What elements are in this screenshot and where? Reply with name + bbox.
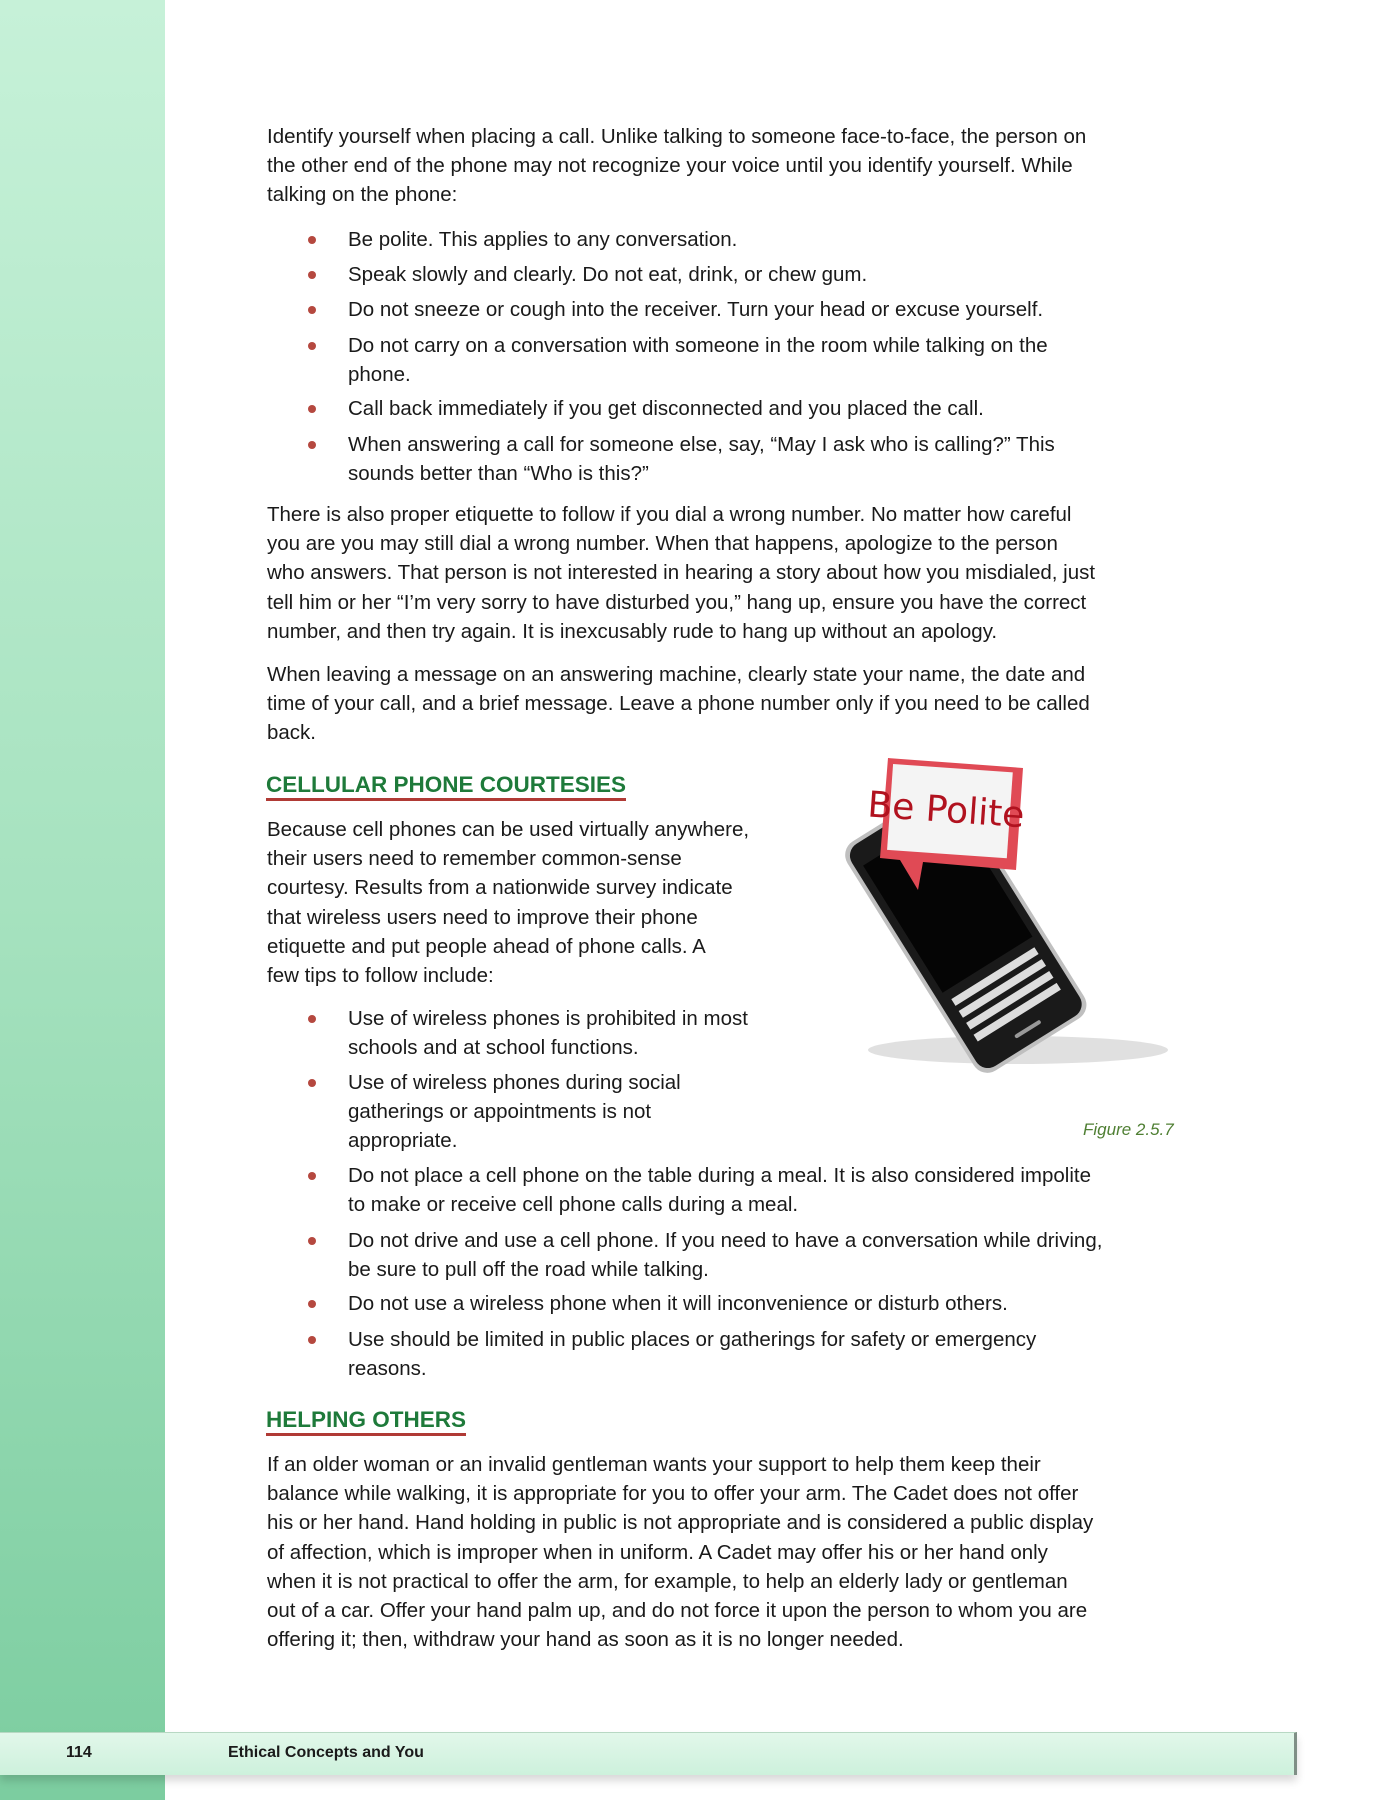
text-line: you are you may still dial a wrong number. When that happens, apologize to the person	[267, 532, 1058, 556]
list-item	[348, 1161, 1091, 1219]
text-line: Do not carry on a conversation with someone in the room while talking on the	[348, 334, 1048, 357]
text-line: the other end of the phone may not recognize your voice until you identify yourself. While	[267, 154, 1073, 178]
text-line: be sure to pull off the road while talking.	[348, 1258, 709, 1282]
bullet-icon	[308, 1015, 316, 1023]
text-line: tell him or her “I’m very sorry to have disturbed you,” hang up, ensure you have the correct	[267, 590, 1087, 614]
text-line: etiquette and put people ahead of phone calls. A	[267, 934, 706, 958]
text-line: Do not place a cell phone on the table during a meal. It is also considered impolite	[348, 1164, 1092, 1187]
text-line: If an older woman or an invalid gentleman wants your support to help them keep their	[267, 1453, 1041, 1476]
text-line: Use of wireless phones during social	[348, 1071, 681, 1094]
list-item	[348, 394, 984, 423]
text-line: balance while walking, it is appropriate for you to offer your arm. The Cadet does not offer	[267, 1482, 1079, 1506]
text-line: sounds better than “Who is this?”	[348, 462, 649, 486]
text-line: phone.	[348, 363, 411, 387]
bullet-icon	[308, 1300, 316, 1308]
footer-title: Ethical Concepts and You	[228, 1744, 424, 1761]
text-line: schools and at school functions.	[348, 1036, 639, 1060]
text-line: out of a car. Offer your hand palm up, and do not force it upon the person to whom you are	[267, 1599, 1088, 1623]
text-line: Use of wireless phones is prohibited in most	[348, 1007, 748, 1030]
list-item	[348, 1289, 1008, 1318]
text-line: Do not sneeze or cough into the receiver. Turn your head or excuse yourself.	[348, 298, 1044, 321]
text-line: Be polite. This applies to any conversation.	[348, 228, 738, 251]
sidebar-band	[0, 0, 165, 1800]
text-line: courtesy. Results from a nationwide survey indicate	[267, 876, 733, 900]
figure-caption: Figure 2.5.7	[1083, 1120, 1174, 1139]
text-line: when it is not practical to offer the arm, for example, to help an elderly lady or gentleman	[267, 1569, 1068, 1593]
bullet-icon	[308, 441, 316, 449]
text-line: Speak slowly and clearly. Do not eat, drink, or chew gum.	[348, 263, 868, 286]
bullet-icon	[308, 1237, 316, 1245]
text-line: few tips to follow include:	[267, 964, 494, 988]
section-heading-cellular: CELLULAR PHONE COURTESIES	[266, 772, 626, 801]
wrong-number-paragraph	[267, 500, 1095, 646]
text-line: Because cell phones can be used virtually anywhere,	[267, 818, 750, 841]
text-line: Identify yourself when placing a call. Unlike talking to someone face-to-face, the person on	[267, 125, 1087, 148]
text-line: back.	[267, 721, 316, 745]
text-line: reasons.	[348, 1357, 427, 1381]
list-item	[348, 1068, 681, 1156]
bullet-icon	[308, 271, 316, 279]
list-item	[348, 1325, 1036, 1383]
text-line: offering it; then, withdraw your hand as soon as it is no longer needed.	[267, 1628, 904, 1652]
list-item	[348, 331, 1048, 389]
text-line: Do not use a wireless phone when it will inconvenience or disturb others.	[348, 1292, 1008, 1315]
text-line: gatherings or appointments is not	[348, 1100, 652, 1124]
section-heading-helping: HELPING OTHERS	[266, 1407, 466, 1436]
text-line: time of your call, and a brief message. Leave a phone number only if you need to be called	[267, 692, 1090, 716]
text-line: talking on the phone:	[267, 183, 458, 207]
list-item	[348, 1004, 748, 1062]
be-polite-bubble-text: Be Polite	[866, 784, 1026, 837]
bullet-icon	[308, 405, 316, 413]
text-line: his or her hand. Hand holding in public is not appropriate and is considered a public display	[267, 1511, 1094, 1535]
message-paragraph	[267, 660, 1090, 748]
list-item	[348, 260, 867, 289]
text-line: When answering a call for someone else, say, “May I ask who is calling?” This	[348, 433, 1055, 456]
phone-figure	[828, 750, 1188, 1110]
bullet-icon	[308, 342, 316, 350]
helping-paragraph	[267, 1450, 1093, 1654]
text-line: There is also proper etiquette to follow if you dial a wrong number. No matter how careful	[267, 503, 1072, 526]
list-item	[348, 225, 737, 254]
bullet-icon	[308, 236, 316, 244]
bullet-icon	[308, 306, 316, 314]
intro-paragraph	[267, 122, 1086, 210]
text-line: Use should be limited in public places or gatherings for safety or emergency	[348, 1328, 1037, 1351]
text-line: Call back immediately if you get disconnected and you placed the call.	[348, 397, 984, 420]
list-item	[348, 430, 1055, 488]
cellular-intro-paragraph	[267, 815, 749, 990]
list-item	[348, 1226, 1102, 1284]
text-line: that wireless users need to improve their phone	[267, 905, 698, 929]
text-line: number, and then try again. It is inexcusably rude to hang up without an apology.	[267, 619, 998, 643]
bullet-icon	[308, 1079, 316, 1087]
text-line: When leaving a message on an answering machine, clearly state your name, the date and	[267, 663, 1086, 686]
page-footer	[0, 1732, 1297, 1775]
text-line: appropriate.	[348, 1129, 458, 1153]
list-item	[348, 295, 1043, 324]
bullet-icon	[308, 1336, 316, 1344]
bullet-icon	[308, 1172, 316, 1180]
text-line: of affection, which is improper when in uniform. A Cadet may offer his or her hand only	[267, 1540, 1048, 1564]
text-line: to make or receive cell phone calls during a meal.	[348, 1193, 799, 1217]
page-number: 114	[66, 1744, 92, 1761]
text-line: their users need to remember common-sense	[267, 847, 682, 871]
text-line: Do not drive and use a cell phone. If you need to have a conversation while driving,	[348, 1229, 1103, 1252]
text-line: who answers. That person is not interested in hearing a story about how you misdialed, just	[267, 561, 1096, 585]
